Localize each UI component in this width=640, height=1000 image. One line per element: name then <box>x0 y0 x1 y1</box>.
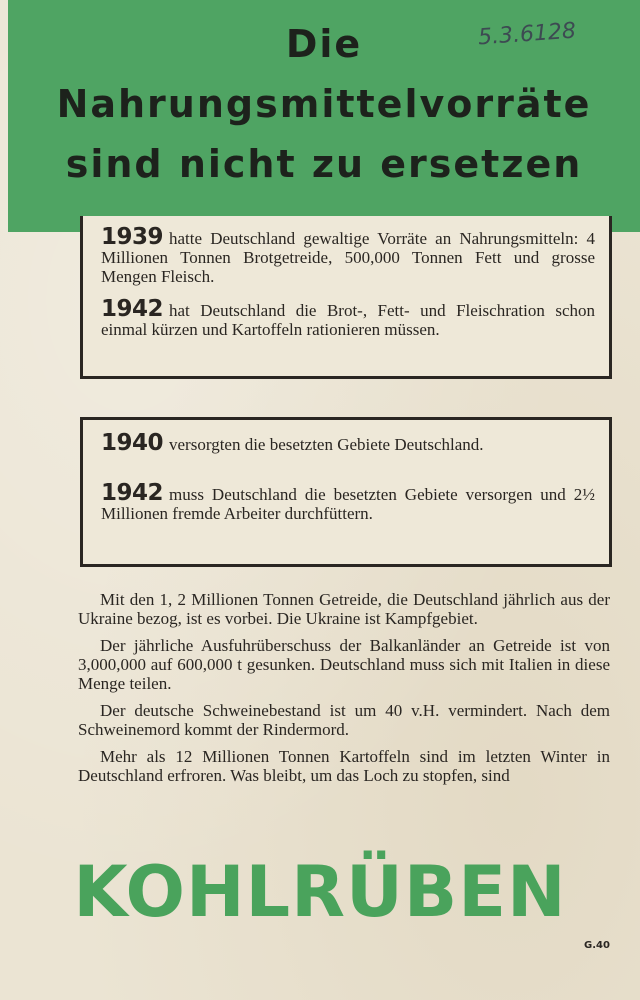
leaflet-code: G.40 <box>584 940 610 951</box>
entry-1939 <box>101 224 595 286</box>
headline-line-3: sind nicht zu ersetzen <box>65 142 583 186</box>
year-label: 1942 <box>101 480 164 506</box>
box-prewar-comparison <box>80 216 612 379</box>
entry-text: hatte Deutschland gewaltige Vorräte an Nahrungsmitteln: 4 Millionen Tonnen Brotgetreide, 500,000 Tonnen Fett und grosse Mengen Fleisch. <box>101 229 595 286</box>
paragraph-ukraine: Mit den 1, 2 Millionen Tonnen Getreide, die Deutschland jährlich aus der Ukraine bezog, ist es vorbei. Die Ukraine ist Kampfgebiet. <box>78 590 610 628</box>
box-occupied-territories <box>80 417 612 567</box>
entry-1942-rations <box>101 296 595 339</box>
paragraph-livestock: Der deutsche Schweinebestand ist um 40 v.H. vermindert. Nach dem Schweinemord kommt der Rindermord. <box>78 701 610 739</box>
body-text <box>78 590 610 793</box>
entry-1940 <box>101 430 595 456</box>
entry-text: muss Deutschland die besetzten Gebiete versorgen und 2½ Millionen fremde Arbeiter durchfüttern. <box>101 485 595 523</box>
entry-1942-supply <box>101 480 595 523</box>
paragraph-potatoes: Mehr als 12 Millionen Tonnen Kartoffeln sind im letzten Winter in Deutschland erfroren. Was bleibt, um das Loch zu stopfen, sind <box>78 747 610 785</box>
year-label: 1942 <box>101 296 164 322</box>
paragraph-balkans: Der jährliche Ausfuhrüberschuss der Balkanländer an Getreide ist von 3,000,000 auf 600,000 t gesunken. Deutschland muss sich mit Italien in diese Menge teilen. <box>78 636 610 693</box>
year-label: 1939 <box>101 224 164 250</box>
headline-line-2: Nahrungsmittelvorräte <box>56 82 592 126</box>
entry-text: hat Deutschland die Brot-, Fett- und Fleischration schon einmal kürzen und Kartoffeln rationieren müssen. <box>101 301 595 339</box>
year-label: 1940 <box>101 430 164 456</box>
archive-handwritten-note: 5.3.6128 <box>477 18 577 51</box>
headline-line-1: Die <box>285 22 363 66</box>
finale-word: KOHLRÜBEN <box>73 851 567 933</box>
entry-text: versorgten die besetzten Gebiete Deutschland. <box>169 435 484 454</box>
